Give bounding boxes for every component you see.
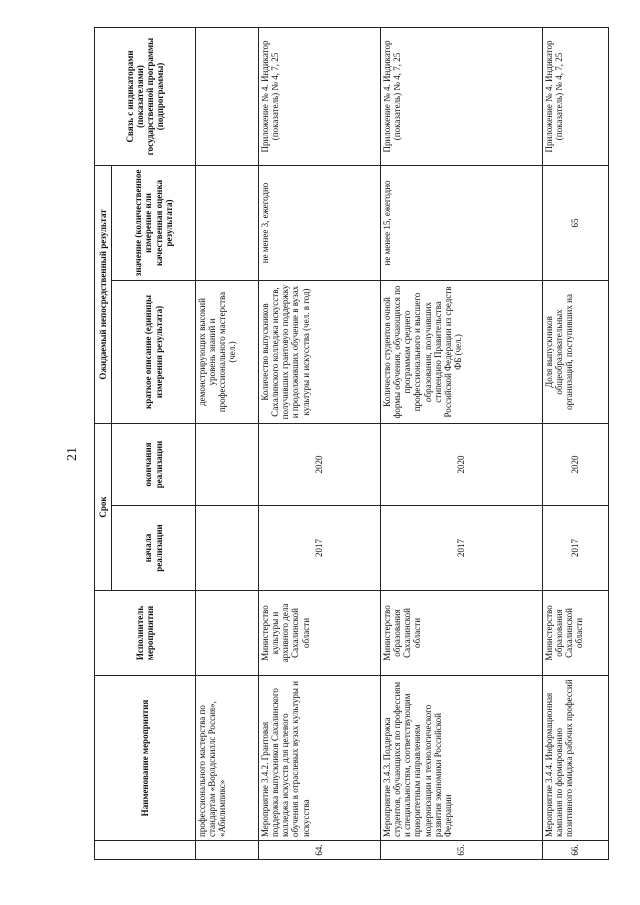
row-name: профессионального мастерства по стандартам «Ворлдскиллс Россия», «Абилимпикс» [196,676,259,841]
row-num: 66. [543,841,609,860]
row-value [196,165,259,280]
row-executor [196,591,259,676]
row-name: Мероприятие 3.4.3. Поддержка студентов, обучающихся по профессиям и специальностям, соответствующим приоритетным направлениям модернизации и технологического развития экономики Российской Федерации [381,676,543,841]
row-start [196,506,259,591]
header-term-end: окончания реализации [112,423,196,505]
header-result-value: значение (количественное измерение или качественная оценка результата) [112,165,196,280]
table-row [259,27,381,859]
row-value: не менее 3, ежегодно [259,165,381,280]
row-desc: Доля выпускников общеобразовательных организаций, поступивших на [543,280,609,423]
row-end: 2020 [543,423,609,505]
row-name: Мероприятие 3.4.2. Грантовая поддержка выпускников Сахалинского колледжа искусств для целевого обучения в отраслевых вузах культуры и искусства [259,676,381,841]
measures-table [94,27,609,860]
header-row-1 [95,27,112,859]
header-result: Ожидаемый непосредственный результат [95,165,112,423]
header-result-desc: краткое описание (единицы измерения результата) [112,280,196,423]
table-row [381,27,543,859]
table-row [543,27,609,859]
header-link: Связь с индикаторами (показателями) государственной программы (подпрограммы) [95,27,196,165]
header-executor: Исполнитель мероприятия [95,591,196,676]
row-executor: Министерство образования Сахалинской области [381,591,543,676]
row-name: Мероприятие 3.4.4. Информационная кампания по формированию позитивного имиджа рабочих профессий [543,676,609,841]
page-number: 21 [65,447,80,461]
row-start: 2017 [259,506,381,591]
row-end: 2020 [381,423,543,505]
row-value: не менее 15, ежегодно [381,165,543,280]
row-end [196,423,259,505]
row-desc: Количество выпускников Сахалинского колледжа искусств, получивших грантовую поддержку и продолживших обучение в вузах культуры и искусства (чел. в год) [259,280,381,423]
row-desc: Количество студентов очной формы обучения, обучающихся по программам среднего профессионального и высшего образования, получивших стипендию Правительства Российской Федерации из средств ФБ (чел.) [381,280,543,423]
row-start: 2017 [543,506,609,591]
header-term: Срок [95,423,112,590]
row-start: 2017 [381,506,543,591]
row-link [196,27,259,165]
header-term-start: начала реализации [112,506,196,591]
row-executor: Министерство культуры и архивного дела Сахалинской области [259,591,381,676]
table-row [196,27,259,859]
header-num [95,841,196,860]
header-name: Наименование мероприятия [95,676,196,841]
row-num: 65. [381,841,543,860]
row-num: 64. [259,841,381,860]
row-executor: Министерство образования Сахалинской области [543,591,609,676]
row-end: 2020 [259,423,381,505]
row-num [196,841,259,860]
row-link: Приложение № 4. Индикатор (показатель) № 4, 7, 25 [381,27,543,165]
rotated-page [94,28,608,860]
row-desc: демонстрирующих высокий уровень знаний и профессионального мастерства (чел.) [196,280,259,423]
row-link: Приложение № 4. Индикатор (показатель) № 4, 7, 25 [259,27,381,165]
row-value: 65 [543,165,609,280]
row-link: Приложение № 4. Индикатор (показатель) № 4, 7, 25 [543,27,609,165]
